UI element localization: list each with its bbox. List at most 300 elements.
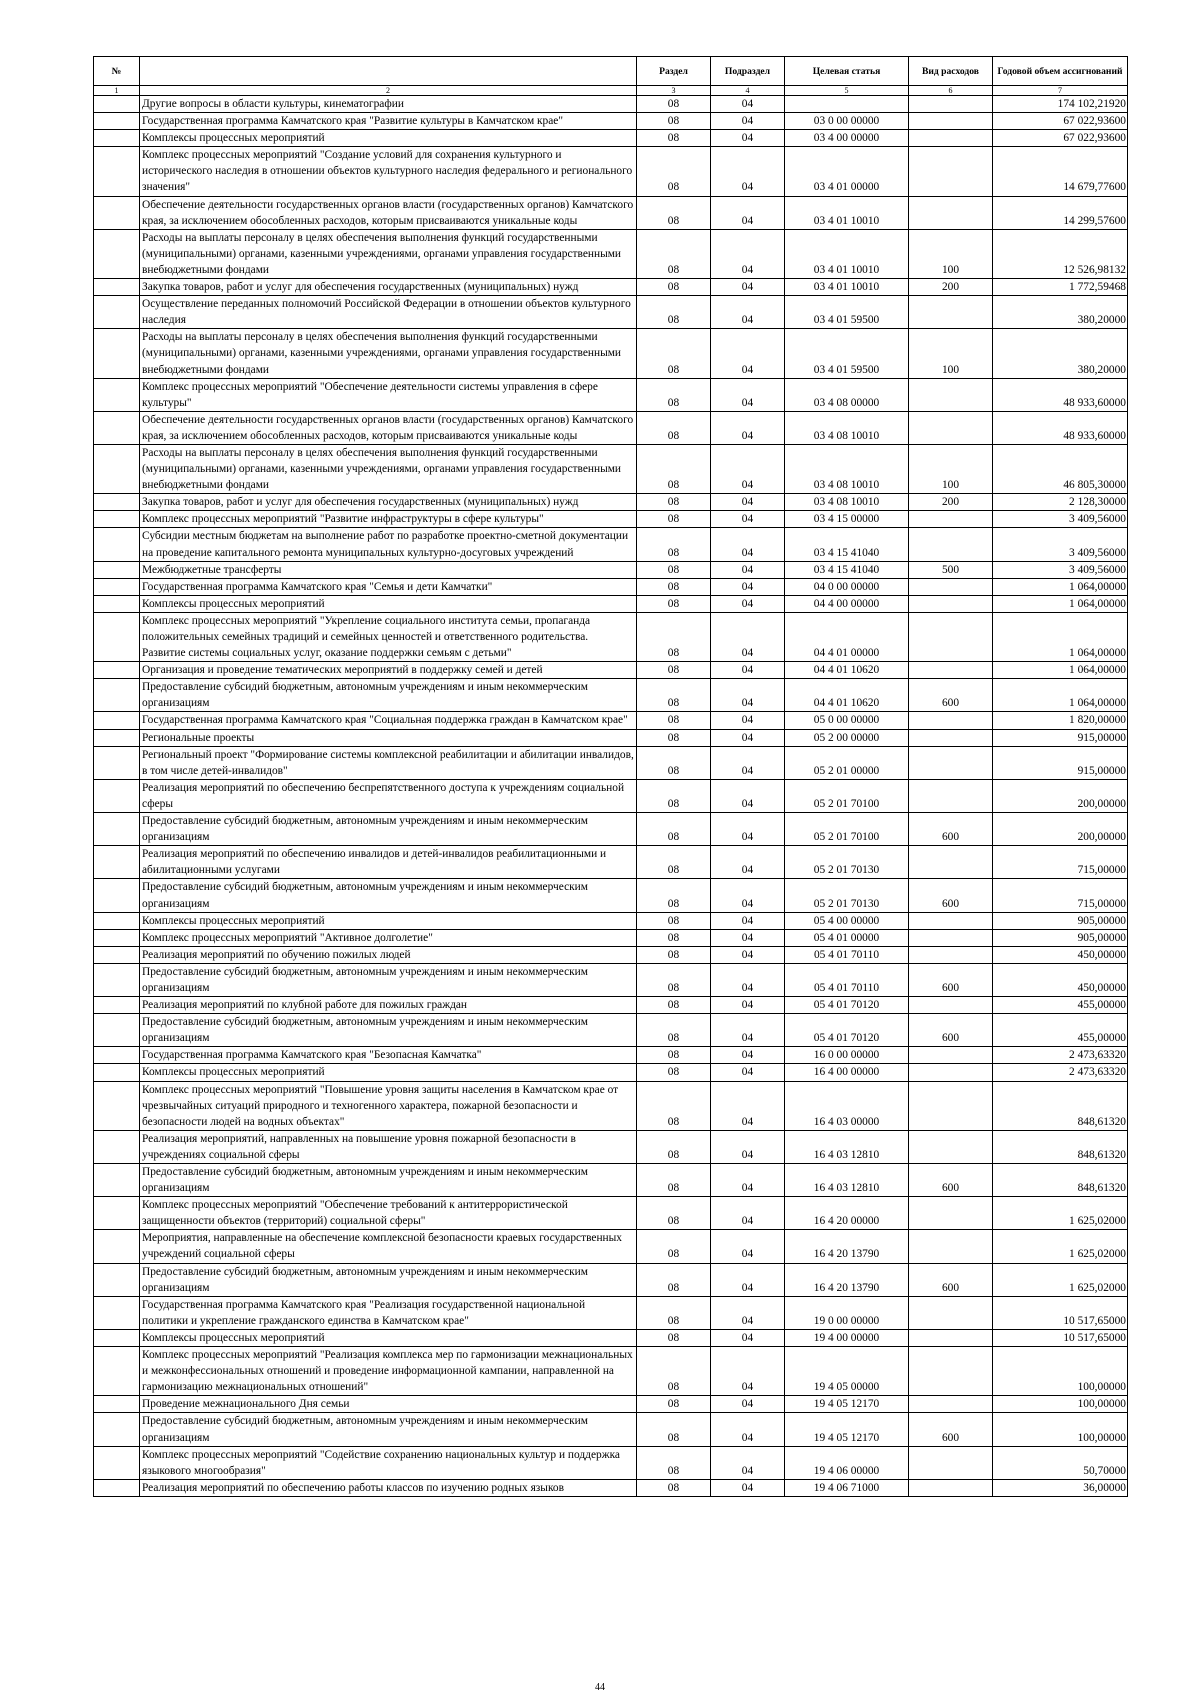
- cell-amount: 174 102,21920: [993, 96, 1128, 113]
- cell-razdel: 08: [637, 113, 711, 130]
- header-podrazdel: Подраздел: [711, 57, 785, 86]
- cell-razdel: 08: [637, 662, 711, 679]
- cell-num: [94, 729, 140, 746]
- cell-vid-rashodov: 600: [909, 1014, 993, 1047]
- cell-vid-rashodov: [909, 662, 993, 679]
- page-number: 44: [595, 1682, 605, 1693]
- cell-vid-rashodov: [909, 1047, 993, 1064]
- cell-vid-rashodov: [909, 729, 993, 746]
- cell-podrazdel: 04: [711, 1479, 785, 1496]
- cell-razdel: 08: [637, 1329, 711, 1346]
- cell-vid-rashodov: [909, 528, 993, 561]
- cell-amount: 848,61320: [993, 1130, 1128, 1163]
- cell-num: [94, 147, 140, 196]
- cell-celevaya-statya: 19 0 00 00000: [785, 1296, 909, 1329]
- cell-num: [94, 329, 140, 378]
- cell-vid-rashodov: [909, 130, 993, 147]
- column-number: 3: [637, 86, 711, 96]
- cell-podrazdel: 04: [711, 1130, 785, 1163]
- cell-amount: 905,00000: [993, 929, 1128, 946]
- cell-vid-rashodov: 600: [909, 1413, 993, 1446]
- table-row: [94, 595, 1128, 612]
- cell-name: Комплекс процессных мероприятий "Реализация комплекса мер по гармонизации межнациональных и межконфессиональных отношений и проведение информационной кампании, направленной на гармонизацию межнациональных отношений": [140, 1347, 637, 1396]
- table-row: [94, 963, 1128, 996]
- cell-celevaya-statya: 16 4 00 00000: [785, 1064, 909, 1081]
- cell-razdel: 08: [637, 929, 711, 946]
- cell-amount: 1 064,00000: [993, 578, 1128, 595]
- cell-vid-rashodov: [909, 912, 993, 929]
- cell-num: [94, 1164, 140, 1197]
- cell-num: [94, 561, 140, 578]
- cell-num: [94, 612, 140, 661]
- cell-celevaya-statya: 04 4 00 00000: [785, 595, 909, 612]
- cell-razdel: 08: [637, 1014, 711, 1047]
- cell-razdel: 08: [637, 1047, 711, 1064]
- cell-num: [94, 779, 140, 812]
- cell-razdel: 08: [637, 444, 711, 493]
- table-row: [94, 411, 1128, 444]
- cell-celevaya-statya: 04 4 01 10620: [785, 679, 909, 712]
- cell-razdel: 08: [637, 147, 711, 196]
- cell-amount: 1 820,00000: [993, 712, 1128, 729]
- cell-amount: 1 064,00000: [993, 595, 1128, 612]
- cell-vid-rashodov: [909, 1347, 993, 1396]
- cell-amount: 848,61320: [993, 1081, 1128, 1130]
- cell-num: [94, 130, 140, 147]
- cell-podrazdel: 04: [711, 1047, 785, 1064]
- cell-vid-rashodov: 600: [909, 1164, 993, 1197]
- cell-celevaya-statya: 16 0 00 00000: [785, 1047, 909, 1064]
- cell-num: [94, 279, 140, 296]
- cell-celevaya-statya: 05 4 01 70120: [785, 1014, 909, 1047]
- cell-amount: 67 022,93600: [993, 130, 1128, 147]
- cell-name: Государственная программа Камчатского края "Социальная поддержка граждан в Камчатском крае": [140, 712, 637, 729]
- cell-num: [94, 1413, 140, 1446]
- cell-amount: 2 473,63320: [993, 1064, 1128, 1081]
- cell-razdel: 08: [637, 946, 711, 963]
- table-row: [94, 444, 1128, 493]
- table-row: [94, 130, 1128, 147]
- cell-podrazdel: 04: [711, 779, 785, 812]
- column-number-row: [94, 86, 1128, 96]
- cell-razdel: 08: [637, 712, 711, 729]
- cell-name: Комплексы процессных мероприятий: [140, 1064, 637, 1081]
- cell-vid-rashodov: [909, 997, 993, 1014]
- cell-name: Расходы на выплаты персоналу в целях обеспечения выполнения функций государственными (муниципальными) органами, казенными учреждениями, органами управления государственными внебюджетными фондами: [140, 329, 637, 378]
- cell-name: Предоставление субсидий бюджетным, автономным учреждениям и иным некоммерческим организациям: [140, 813, 637, 846]
- cell-celevaya-statya: 03 4 08 00000: [785, 378, 909, 411]
- cell-celevaya-statya: 05 0 00 00000: [785, 712, 909, 729]
- cell-celevaya-statya: [785, 96, 909, 113]
- cell-razdel: 08: [637, 846, 711, 879]
- table-row: [94, 929, 1128, 946]
- table-row: [94, 1081, 1128, 1130]
- cell-podrazdel: 04: [711, 147, 785, 196]
- cell-celevaya-statya: 05 2 01 70100: [785, 779, 909, 812]
- cell-amount: 1 064,00000: [993, 662, 1128, 679]
- cell-name: Предоставление субсидий бюджетным, автономным учреждениям и иным некоммерческим организациям: [140, 879, 637, 912]
- table-row: [94, 612, 1128, 661]
- cell-num: [94, 997, 140, 1014]
- cell-name: Обеспечение деятельности государственных органов власти (государственных органов) Камчатского края, за исключением обособленных расходов, которым присваиваются уникальные коды: [140, 411, 637, 444]
- cell-amount: 3 409,56000: [993, 528, 1128, 561]
- cell-name: Региональные проекты: [140, 729, 637, 746]
- cell-name: Организация и проведение тематических мероприятий в поддержку семей и детей: [140, 662, 637, 679]
- cell-vid-rashodov: [909, 578, 993, 595]
- cell-name: Комплекс процессных мероприятий "Содействие сохранению национальных культур и поддержка языкового многообразия": [140, 1446, 637, 1479]
- cell-vid-rashodov: [909, 1479, 993, 1496]
- cell-vid-rashodov: 600: [909, 1263, 993, 1296]
- table-row: [94, 113, 1128, 130]
- cell-razdel: 08: [637, 813, 711, 846]
- cell-celevaya-statya: 04 4 01 00000: [785, 612, 909, 661]
- cell-razdel: 08: [637, 963, 711, 996]
- header-razdel: Раздел: [637, 57, 711, 86]
- cell-amount: 50,70000: [993, 1446, 1128, 1479]
- cell-celevaya-statya: 05 2 01 00000: [785, 746, 909, 779]
- table-row: [94, 1479, 1128, 1496]
- cell-razdel: 08: [637, 595, 711, 612]
- cell-razdel: 08: [637, 1130, 711, 1163]
- cell-name: Комплекс процессных мероприятий "Укрепление социального института семьи, пропаганда положительных семейных традиций и семейных ценностей и ответственного родительства. Развитие системы социальных услуг, оказание поддержки семьям с детьми": [140, 612, 637, 661]
- cell-podrazdel: 04: [711, 1446, 785, 1479]
- cell-razdel: 08: [637, 1413, 711, 1446]
- cell-name: Закупка товаров, работ и услуг для обеспечения государственных (муниципальных) нужд: [140, 494, 637, 511]
- cell-num: [94, 411, 140, 444]
- table-row: [94, 561, 1128, 578]
- cell-name: Государственная программа Камчатского края "Реализация государственной национальной политики и укрепление гражданского единства в Камчатском крае": [140, 1296, 637, 1329]
- cell-amount: 455,00000: [993, 997, 1128, 1014]
- table-row: [94, 528, 1128, 561]
- cell-num: [94, 813, 140, 846]
- cell-celevaya-statya: 03 4 08 10010: [785, 411, 909, 444]
- table-row: [94, 712, 1128, 729]
- cell-vid-rashodov: [909, 1230, 993, 1263]
- cell-amount: 3 409,56000: [993, 511, 1128, 528]
- cell-amount: 450,00000: [993, 963, 1128, 996]
- cell-podrazdel: 04: [711, 329, 785, 378]
- cell-razdel: 08: [637, 729, 711, 746]
- cell-vid-rashodov: [909, 929, 993, 946]
- table-row: [94, 662, 1128, 679]
- cell-name: Региональный проект "Формирование системы комплексной реабилитации и абилитации инвалидов, в том числе детей-инвалидов": [140, 746, 637, 779]
- cell-celevaya-statya: 16 4 03 00000: [785, 1081, 909, 1130]
- cell-razdel: 08: [637, 378, 711, 411]
- table-row: [94, 96, 1128, 113]
- cell-celevaya-statya: 05 4 01 70120: [785, 997, 909, 1014]
- cell-amount: 1 064,00000: [993, 612, 1128, 661]
- cell-amount: 46 805,30000: [993, 444, 1128, 493]
- cell-vid-rashodov: 100: [909, 329, 993, 378]
- cell-razdel: 08: [637, 1064, 711, 1081]
- cell-vid-rashodov: [909, 1396, 993, 1413]
- cell-amount: 1 625,02000: [993, 1263, 1128, 1296]
- cell-podrazdel: 04: [711, 296, 785, 329]
- cell-num: [94, 929, 140, 946]
- cell-razdel: 08: [637, 1446, 711, 1479]
- cell-name: Реализация мероприятий по клубной работе для пожилых граждан: [140, 997, 637, 1014]
- table-row: [94, 946, 1128, 963]
- cell-num: [94, 1047, 140, 1064]
- cell-razdel: 08: [637, 494, 711, 511]
- table-row: [94, 1064, 1128, 1081]
- header-name: [140, 57, 637, 86]
- cell-celevaya-statya: 03 4 01 59500: [785, 329, 909, 378]
- cell-podrazdel: 04: [711, 444, 785, 493]
- cell-razdel: 08: [637, 1230, 711, 1263]
- cell-podrazdel: 04: [711, 578, 785, 595]
- cell-vid-rashodov: 600: [909, 879, 993, 912]
- cell-podrazdel: 04: [711, 1329, 785, 1346]
- cell-celevaya-statya: 03 4 00 00000: [785, 130, 909, 147]
- cell-amount: 14 679,77600: [993, 147, 1128, 196]
- column-number: 1: [94, 86, 140, 96]
- cell-amount: 100,00000: [993, 1413, 1128, 1446]
- cell-num: [94, 1479, 140, 1496]
- cell-vid-rashodov: [909, 411, 993, 444]
- cell-razdel: 08: [637, 912, 711, 929]
- cell-razdel: 08: [637, 1263, 711, 1296]
- cell-name: Расходы на выплаты персоналу в целях обеспечения выполнения функций государственными (муниципальными) органами, казенными учреждениями, органами управления государственными внебюджетными фондами: [140, 229, 637, 278]
- cell-podrazdel: 04: [711, 1347, 785, 1396]
- cell-vid-rashodov: [909, 378, 993, 411]
- cell-podrazdel: 04: [711, 1164, 785, 1197]
- cell-num: [94, 1347, 140, 1396]
- cell-num: [94, 1263, 140, 1296]
- table-row: [94, 1014, 1128, 1047]
- cell-podrazdel: 04: [711, 712, 785, 729]
- cell-podrazdel: 04: [711, 378, 785, 411]
- cell-amount: 905,00000: [993, 912, 1128, 929]
- column-number: 4: [711, 86, 785, 96]
- cell-name: Комплекс процессных мероприятий "Обеспечение деятельности системы управления в сфере культуры": [140, 378, 637, 411]
- cell-podrazdel: 04: [711, 963, 785, 996]
- cell-celevaya-statya: 19 4 05 12170: [785, 1413, 909, 1446]
- cell-vid-rashodov: 600: [909, 813, 993, 846]
- cell-amount: 10 517,65000: [993, 1329, 1128, 1346]
- cell-vid-rashodov: [909, 1446, 993, 1479]
- cell-name: Комплексы процессных мероприятий: [140, 130, 637, 147]
- cell-podrazdel: 04: [711, 96, 785, 113]
- cell-name: Государственная программа Камчатского края "Семья и дети Камчатки": [140, 578, 637, 595]
- cell-name: Предоставление субсидий бюджетным, автономным учреждениям и иным некоммерческим организациям: [140, 1413, 637, 1446]
- cell-name: Комплексы процессных мероприятий: [140, 1329, 637, 1346]
- cell-num: [94, 1014, 140, 1047]
- cell-razdel: 08: [637, 578, 711, 595]
- cell-podrazdel: 04: [711, 130, 785, 147]
- cell-vid-rashodov: 200: [909, 279, 993, 296]
- table-row: [94, 494, 1128, 511]
- column-number: 2: [140, 86, 637, 96]
- cell-num: [94, 1396, 140, 1413]
- cell-vid-rashodov: 600: [909, 963, 993, 996]
- cell-num: [94, 196, 140, 229]
- cell-num: [94, 1446, 140, 1479]
- cell-vid-rashodov: [909, 1197, 993, 1230]
- cell-amount: 455,00000: [993, 1014, 1128, 1047]
- cell-razdel: 08: [637, 561, 711, 578]
- cell-num: [94, 912, 140, 929]
- cell-amount: 715,00000: [993, 879, 1128, 912]
- header-amount: Годовой объем ассигнований: [993, 57, 1128, 86]
- cell-celevaya-statya: 19 4 05 12170: [785, 1396, 909, 1413]
- cell-num: [94, 1081, 140, 1130]
- cell-celevaya-statya: 05 2 01 70130: [785, 879, 909, 912]
- table-row: [94, 1130, 1128, 1163]
- cell-razdel: 08: [637, 1479, 711, 1496]
- cell-celevaya-statya: 03 0 00 00000: [785, 113, 909, 130]
- cell-razdel: 08: [637, 511, 711, 528]
- cell-amount: 48 933,60000: [993, 411, 1128, 444]
- table-row: [94, 1296, 1128, 1329]
- cell-name: Предоставление субсидий бюджетным, автономным учреждениям и иным некоммерческим организациям: [140, 1014, 637, 1047]
- cell-vid-rashodov: [909, 1081, 993, 1130]
- cell-amount: 915,00000: [993, 729, 1128, 746]
- cell-celevaya-statya: 05 4 01 70110: [785, 963, 909, 996]
- cell-name: Закупка товаров, работ и услуг для обеспечения государственных (муниципальных) нужд: [140, 279, 637, 296]
- table-row: [94, 679, 1128, 712]
- cell-podrazdel: 04: [711, 1396, 785, 1413]
- cell-num: [94, 578, 140, 595]
- cell-amount: 100,00000: [993, 1396, 1128, 1413]
- table-row: [94, 813, 1128, 846]
- cell-vid-rashodov: [909, 96, 993, 113]
- cell-name: Предоставление субсидий бюджетным, автономным учреждениям и иным некоммерческим организациям: [140, 1164, 637, 1197]
- table-row: [94, 997, 1128, 1014]
- budget-document: [93, 56, 1127, 1497]
- cell-name: Другие вопросы в области культуры, кинематографии: [140, 96, 637, 113]
- cell-name: Комплексы процессных мероприятий: [140, 912, 637, 929]
- cell-podrazdel: 04: [711, 494, 785, 511]
- table-row: [94, 511, 1128, 528]
- table-row: [94, 779, 1128, 812]
- cell-celevaya-statya: 03 4 15 41040: [785, 561, 909, 578]
- cell-num: [94, 296, 140, 329]
- cell-podrazdel: 04: [711, 113, 785, 130]
- cell-amount: 14 299,57600: [993, 196, 1128, 229]
- cell-celevaya-statya: 19 4 00 00000: [785, 1329, 909, 1346]
- cell-celevaya-statya: 16 4 03 12810: [785, 1164, 909, 1197]
- table-row: [94, 329, 1128, 378]
- table-row: [94, 729, 1128, 746]
- table-body: [94, 96, 1128, 1497]
- cell-podrazdel: 04: [711, 879, 785, 912]
- cell-name: Государственная программа Камчатского края "Развитие культуры в Камчатском крае": [140, 113, 637, 130]
- cell-podrazdel: 04: [711, 279, 785, 296]
- cell-num: [94, 662, 140, 679]
- cell-num: [94, 113, 140, 130]
- cell-vid-rashodov: [909, 1130, 993, 1163]
- table-row: [94, 746, 1128, 779]
- cell-celevaya-statya: 03 4 01 10010: [785, 196, 909, 229]
- header-celevaya: Целевая статья: [785, 57, 909, 86]
- cell-amount: 2 128,30000: [993, 494, 1128, 511]
- cell-num: [94, 879, 140, 912]
- table-row: [94, 1263, 1128, 1296]
- cell-vid-rashodov: [909, 712, 993, 729]
- cell-celevaya-statya: 05 2 01 70100: [785, 813, 909, 846]
- cell-name: Комплекс процессных мероприятий "Повышение уровня защиты населения в Камчатском крае от чрезвычайных ситуаций природного и техногенного характера, пожарной безопасности и безопасности людей на водных объектах": [140, 1081, 637, 1130]
- cell-razdel: 08: [637, 1347, 711, 1396]
- table-row: [94, 912, 1128, 929]
- cell-name: Субсидии местным бюджетам на выполнение работ по разработке проектно-сметной документации на проведение капитального ремонта муниципальных культурно-досуговых учреждений: [140, 528, 637, 561]
- cell-celevaya-statya: 16 4 20 13790: [785, 1230, 909, 1263]
- cell-vid-rashodov: [909, 1329, 993, 1346]
- cell-podrazdel: 04: [711, 662, 785, 679]
- cell-razdel: 08: [637, 1081, 711, 1130]
- cell-razdel: 08: [637, 1296, 711, 1329]
- cell-num: [94, 528, 140, 561]
- cell-vid-rashodov: [909, 1296, 993, 1329]
- cell-amount: 48 933,60000: [993, 378, 1128, 411]
- cell-amount: 1 625,02000: [993, 1197, 1128, 1230]
- cell-celevaya-statya: 05 4 01 70110: [785, 946, 909, 963]
- table-row: [94, 846, 1128, 879]
- cell-vid-rashodov: 200: [909, 494, 993, 511]
- cell-vid-rashodov: [909, 612, 993, 661]
- cell-name: Комплекс процессных мероприятий "Активное долголетие": [140, 929, 637, 946]
- cell-podrazdel: 04: [711, 1064, 785, 1081]
- cell-amount: 1 625,02000: [993, 1230, 1128, 1263]
- table-row: [94, 196, 1128, 229]
- cell-name: Реализация мероприятий по обеспечению беспрепятственного доступа к учреждениям социальной сферы: [140, 779, 637, 812]
- cell-num: [94, 494, 140, 511]
- cell-num: [94, 1064, 140, 1081]
- cell-num: [94, 511, 140, 528]
- cell-razdel: 08: [637, 779, 711, 812]
- cell-amount: 380,20000: [993, 329, 1128, 378]
- cell-vid-rashodov: [909, 147, 993, 196]
- cell-num: [94, 712, 140, 729]
- cell-name: Предоставление субсидий бюджетным, автономным учреждениям и иным некоммерческим организациям: [140, 1263, 637, 1296]
- cell-podrazdel: 04: [711, 1413, 785, 1446]
- cell-razdel: 08: [637, 411, 711, 444]
- cell-razdel: 08: [637, 997, 711, 1014]
- cell-name: Обеспечение деятельности государственных органов власти (государственных органов) Камчатского края, за исключением обособленных расходов, которым присваиваются уникальные коды: [140, 196, 637, 229]
- cell-podrazdel: 04: [711, 1263, 785, 1296]
- cell-celevaya-statya: 05 2 00 00000: [785, 729, 909, 746]
- cell-razdel: 08: [637, 229, 711, 278]
- cell-celevaya-statya: 03 4 15 41040: [785, 528, 909, 561]
- cell-vid-rashodov: [909, 113, 993, 130]
- cell-razdel: 08: [637, 1164, 711, 1197]
- table-row: [94, 1413, 1128, 1446]
- cell-vid-rashodov: 100: [909, 444, 993, 493]
- budget-table: [93, 56, 1128, 1497]
- cell-num: [94, 378, 140, 411]
- cell-celevaya-statya: 04 0 00 00000: [785, 578, 909, 595]
- cell-celevaya-statya: 16 4 03 12810: [785, 1130, 909, 1163]
- cell-podrazdel: 04: [711, 595, 785, 612]
- cell-vid-rashodov: [909, 746, 993, 779]
- cell-razdel: 08: [637, 279, 711, 296]
- cell-celevaya-statya: 16 4 20 13790: [785, 1263, 909, 1296]
- cell-razdel: 08: [637, 679, 711, 712]
- cell-razdel: 08: [637, 296, 711, 329]
- cell-celevaya-statya: 19 4 06 71000: [785, 1479, 909, 1496]
- cell-celevaya-statya: 03 4 01 10010: [785, 229, 909, 278]
- cell-podrazdel: 04: [711, 946, 785, 963]
- header-num: №: [94, 57, 140, 86]
- cell-podrazdel: 04: [711, 1081, 785, 1130]
- column-number: 6: [909, 86, 993, 96]
- cell-razdel: 08: [637, 1396, 711, 1413]
- cell-celevaya-statya: 05 2 01 70130: [785, 846, 909, 879]
- cell-celevaya-statya: 16 4 20 00000: [785, 1197, 909, 1230]
- cell-amount: 915,00000: [993, 746, 1128, 779]
- table-row: [94, 296, 1128, 329]
- cell-amount: 1 064,00000: [993, 679, 1128, 712]
